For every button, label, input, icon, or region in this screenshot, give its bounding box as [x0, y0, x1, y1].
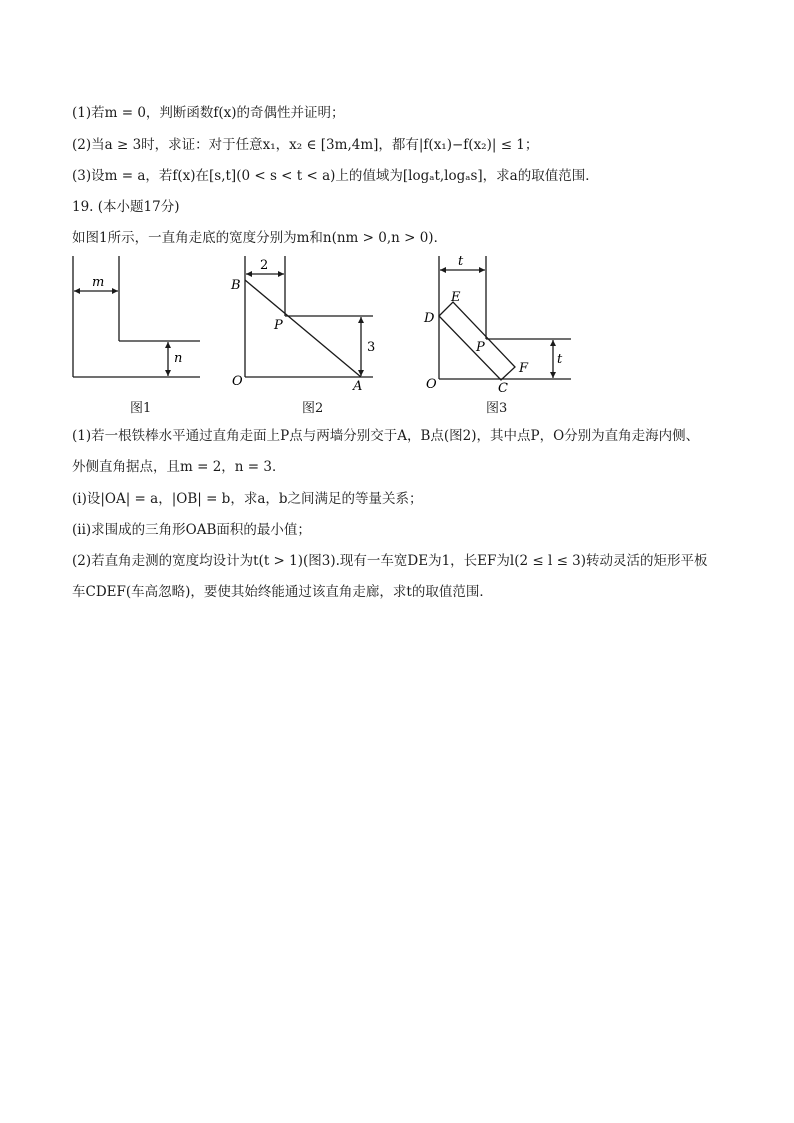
fig3-label-P: P	[476, 340, 485, 355]
question-18-part-1: (1)若m = 0，判断函数f(x)的奇偶性并证明；	[72, 105, 345, 121]
figure-3-cart	[420, 250, 580, 395]
figure-2-caption: 图2	[302, 401, 324, 416]
fig2-label-right: 3	[367, 340, 376, 355]
fig3-label-C: C	[498, 381, 508, 395]
fig1-label-m: m	[92, 275, 105, 290]
fig1-label-n: n	[174, 351, 183, 366]
fig3-label-O: O	[426, 377, 437, 392]
question-19-part-2: (2)若直角走测的宽度均设计为t(t > 1)(图3).现有一车宽DE为1，长EF为l(2 ≤ l ≤ 3)转动灵活的矩形平板	[72, 553, 708, 569]
fig3-label-F: F	[519, 361, 529, 376]
fig2-label-P: P	[274, 318, 283, 333]
figure-2-rod	[228, 252, 378, 392]
fig3-label-D: D	[424, 311, 435, 326]
fig2-label-B: B	[231, 278, 241, 293]
question-19-part-1-ii: (ii)求围成的三角形OAB面积的最小值；	[72, 522, 311, 538]
question-18-part-3: (3)设m = a，若f(x)在[s,t](0 < s < t < a)上的值域为[logₐt,logₐs]，求a的取值范围．	[72, 168, 599, 184]
fig3-label-top: t	[458, 254, 464, 269]
fig2-label-O: O	[232, 374, 243, 389]
fig2-label-A: A	[353, 379, 363, 392]
question-19-part-1-cont: 外侧直角据点，且m = 2，n = 3．	[72, 459, 286, 475]
figure-3-caption: 图3	[486, 401, 508, 416]
question-19-part-2-cont: 车CDEF(车高忽略)，要使其始终能通过该直角走廊，求t的取值范围．	[72, 584, 493, 600]
question-19-header: 19. (本小题17分)	[72, 199, 180, 215]
question-19-part-1-i: (i)设|OA| = a，|OB| = b，求a，b之间满足的等量关系；	[72, 491, 423, 507]
figure-1-corridor	[66, 250, 206, 385]
question-19-intro: 如图1所示，一直角走底的宽度分别为m和n(nm > 0,n > 0)．	[72, 230, 448, 246]
question-18-part-2: (2)当a ≥ 3时，求证：对于任意x₁，x₂ ∈ [3m,4m]，都有|f(x₁)−f(x₂)| ≤ 1；	[72, 137, 539, 153]
figure-1-caption: 图1	[130, 401, 152, 416]
fig3-label-right: t	[557, 352, 563, 367]
fig2-label-top: 2	[260, 258, 269, 273]
question-19-part-1: (1)若一根铁棒水平通过直角走面上P点与两墙分别交于A，B点(图2)，其中点P，O分别为直角走海内侧、	[72, 428, 700, 444]
fig3-label-E: E	[451, 290, 461, 305]
